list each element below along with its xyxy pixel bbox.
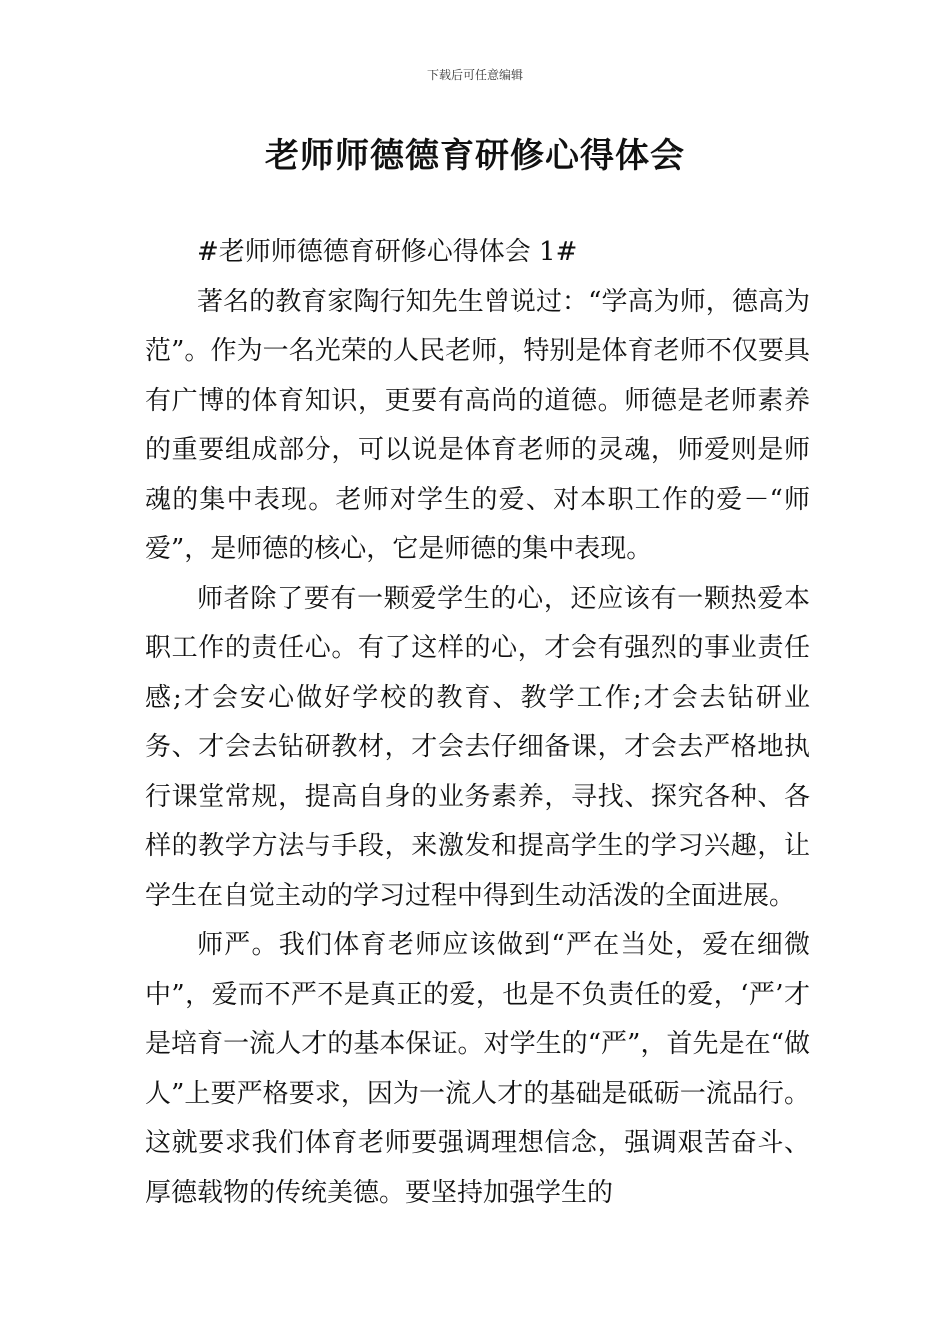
paragraph: 著名的教育家陶行知先生曾说过：“学高为师，德高为范”。作为一名光荣的人民老师，特别是体育老师不仅要具有广博的体育知识，更要有高尚的道德。师德是老师素养的重要组成部分，可以说是体育老师的灵魂，师爱则是师魂的集中表现。老师对学生的爱、对本职工作的爱－“师爱”，是师德的核心，它是师德的集中表现。 xyxy=(145,286,810,564)
header-note: 下载后可任意编辑 xyxy=(426,68,523,82)
paragraph: 师者除了要有一颗爱学生的心，还应该有一颗热爱本职工作的责任心。有了这样的心，才会有强烈的事业责任感;才会安心做好学校的教育、教学工作;才会去钻研业务、才会去钻研教材，才会去仔细备课，才会去严格地执行课堂常规，提高自身的业务素养，寻找、探究各种、各样的教学方法与手段，来激发和提高学生的学习兴趣，让学生在自觉主动的学习过程中得到生动活泼的全面进展。 xyxy=(145,583,810,911)
document-title: 老师师德德育研修心得体会 xyxy=(265,136,685,176)
paragraph: 师严。我们体育老师应该做到“严在当处，爱在细微中”，爱而不严不是真正的爱，也是不负责任的爱，‘严’才是培育一流人才的基本保证。对学生的“严”，首先是在“做人”上要严格要求，因为一流人才的基础是砥砺一流品行。这就要求我们体育老师要强调理想信念，强调艰苦奋斗、厚德载物的传统美德。要坚持加强学生的 xyxy=(145,930,810,1208)
document-body xyxy=(145,228,810,1218)
section-heading: #老师师德德育研修心得体会 1# xyxy=(197,237,578,267)
